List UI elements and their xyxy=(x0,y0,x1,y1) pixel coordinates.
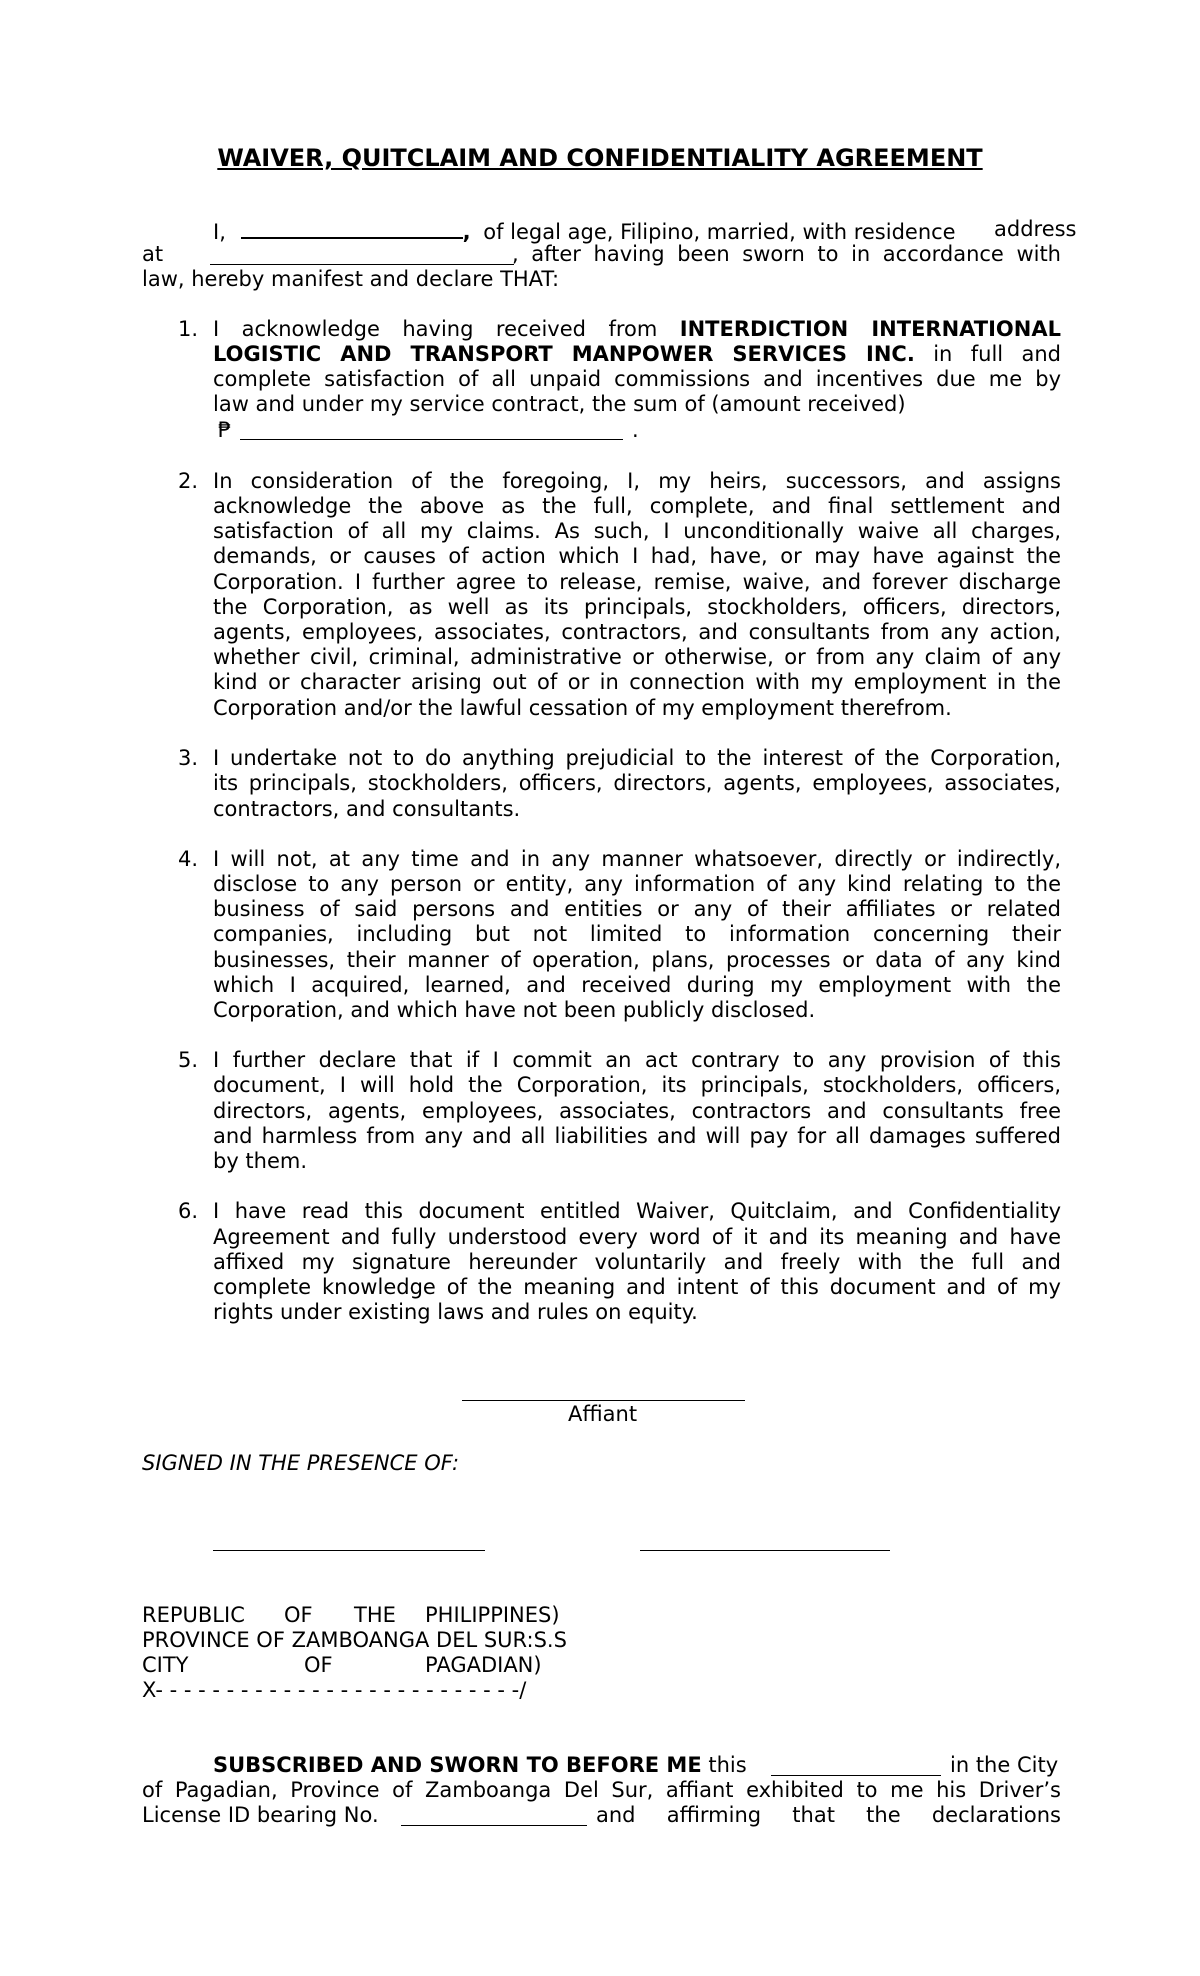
item-6-line: rights under existing laws and rules on equity. xyxy=(213,1300,698,1324)
item-6-line: complete knowledge of the meaning and intent of this document and of my xyxy=(213,1275,1061,1299)
affiant-signature-line[interactable] xyxy=(462,1400,745,1401)
name-blank[interactable] xyxy=(241,217,463,239)
item-5-line: directors, agents, employees, associates, contractors and consultants free xyxy=(213,1099,1061,1123)
affiant-label: Affiant xyxy=(568,1402,638,1426)
intro-text-3: law, hereby manifest and declare THAT: xyxy=(142,267,560,291)
item-4-line: business of said persons and entities or any of their affiliates or related xyxy=(213,897,1061,921)
item-1-text-2: in full and xyxy=(933,342,1062,366)
address-blank[interactable] xyxy=(210,264,514,265)
item-2-line: kind or character arising out of or in connection with my employment in the xyxy=(213,670,1061,694)
venue-philippines: PHILIPPINES) xyxy=(425,1603,560,1627)
jurat-affirming: and affirming that the declarations xyxy=(596,1803,1061,1827)
item-3-line: its principals, stockholders, officers, directors, agents, employees, associates, xyxy=(213,771,1061,795)
item-4-line: companies, including but not limited to information concerning their xyxy=(213,922,1061,946)
item-1-line-2 xyxy=(213,342,1061,367)
venue-city-of: OF xyxy=(304,1653,333,1677)
intro-address: address xyxy=(994,217,1077,241)
item-4-line: Corporation, and which have not been publicly disclosed. xyxy=(213,998,816,1022)
venue-pagadian: PAGADIAN) xyxy=(425,1653,542,1677)
item-3-number: 3. xyxy=(178,746,199,770)
item-2-line: In consideration of the foregoing, I, my heirs, successors, and assigns xyxy=(213,469,1061,493)
venue-of: OF xyxy=(284,1603,313,1627)
jurat-line-1 xyxy=(213,1753,747,1778)
item-2-line: satisfaction of all my claims. As such, I unconditionally waive all charges, xyxy=(213,519,1061,543)
item-6-line: Agreement and fully understood every word of it and its meaning and have xyxy=(213,1225,1061,1249)
item-2-line: acknowledge the above as the full, complete, and final settlement and xyxy=(213,494,1061,518)
jurat-this: this xyxy=(708,1753,747,1777)
item-4-number: 4. xyxy=(178,847,199,871)
item-2-line: Corporation. I further agree to release, remise, waive, and forever discharge xyxy=(213,570,1061,594)
license-number-blank[interactable] xyxy=(401,1825,587,1826)
item-2-line: whether civil, criminal, administrative or otherwise, or from any claim of any xyxy=(213,645,1061,669)
item-4-line: which I acquired, learned, and received during my employment with the xyxy=(213,973,1061,997)
witness-1-signature-line[interactable] xyxy=(213,1550,485,1551)
item-2-line: the Corporation, as well as its principals, stockholders, officers, directors, xyxy=(213,595,1061,619)
jurat-subscribed-sworn: SUBSCRIBED AND SWORN TO BEFORE ME xyxy=(213,1753,702,1777)
amount-period: . xyxy=(632,418,639,442)
date-blank[interactable] xyxy=(771,1775,941,1776)
venue-the: THE xyxy=(354,1603,396,1627)
item-5-number: 5. xyxy=(178,1048,199,1072)
item-5-line: document, I will hold the Corporation, its principals, stockholders, officers, xyxy=(213,1073,1061,1097)
item-4-line: I will not, at any time and in any manner whatsoever, directly or indirectly, xyxy=(213,847,1061,871)
venue-city: CITY xyxy=(142,1653,189,1677)
witness-2-signature-line[interactable] xyxy=(640,1550,890,1551)
item-2-line: agents, employees, associates, contractors, and consultants from any action, xyxy=(213,620,1061,644)
item-5-line: by them. xyxy=(213,1149,308,1173)
amount-blank[interactable] xyxy=(240,439,623,440)
item-2-number: 2. xyxy=(178,469,199,493)
item-1-line-3: complete satisfaction of all unpaid commissions and incentives due me by xyxy=(213,367,1061,391)
company-name-part-1: INTERDICTION INTERNATIONAL xyxy=(679,317,1061,341)
item-2-line: Corporation and/or the lawful cessation of my employment therefrom. xyxy=(213,696,952,720)
item-6-number: 6. xyxy=(178,1199,199,1223)
item-3-line: I undertake not to do anything prejudicial to the interest of the Corporation, xyxy=(213,746,1061,770)
item-5-line: and harmless from any and all liabilities and will pay for all damages suffered xyxy=(213,1124,1061,1148)
item-3-line: contractors, and consultants. xyxy=(213,797,521,821)
intro-text-2: , after having been sworn to in accordance with xyxy=(512,242,1061,266)
item-4-line: businesses, their manner of operation, plans, processes or data of any kind xyxy=(213,948,1061,972)
jurat-line-2: of Pagadian, Province of Zamboanga Del Sur, affiant exhibited to me his Driver’s xyxy=(142,1778,1061,1802)
venue-republic: REPUBLIC xyxy=(142,1603,245,1627)
intro-text-1: of legal age, Filipino, married, with residence xyxy=(483,220,956,244)
item-6-line: affixed my signature hereunder voluntarily and freely with the full and xyxy=(213,1250,1061,1274)
item-6-line: I have read this document entitled Waiver, Quitclaim, and Confidentiality xyxy=(213,1199,1061,1223)
venue-separator: X- - - - - - - - - - - - - - - - - - - - - - - - - -/ xyxy=(142,1678,527,1702)
item-1-line-1 xyxy=(213,317,1061,342)
company-name-part-2: LOGISTIC AND TRANSPORT MANPOWER SERVICES INC. xyxy=(213,342,915,366)
item-2-line: demands, or causes of action which I had, have, or may have against the xyxy=(213,544,1061,568)
signed-presence-label: SIGNED IN THE PRESENCE OF: xyxy=(142,1451,460,1475)
item-1-text: I acknowledge having received from xyxy=(213,317,658,341)
document-title: WAIVER, QUITCLAIM AND CONFIDENTIALITY AGREEMENT xyxy=(217,144,983,172)
jurat-license: License ID bearing No. xyxy=(142,1803,379,1827)
venue-province: PROVINCE OF ZAMBOANGA DEL SUR:S.S xyxy=(142,1628,567,1652)
intro-at: at xyxy=(142,242,164,266)
item-1-number: 1. xyxy=(178,317,199,341)
item-1-line-4: law and under my service contract, the sum of (amount received) xyxy=(213,392,906,416)
intro-comma: , xyxy=(462,220,471,244)
intro-i: I, xyxy=(213,220,226,244)
item-4-line: disclose to any person or entity, any information of any kind relating to the xyxy=(213,872,1061,896)
item-5-line: I further declare that if I commit an act contrary to any provision of this xyxy=(213,1048,1061,1072)
peso-sign: ₱ xyxy=(218,418,232,442)
jurat-in-the-city: in the City xyxy=(950,1753,1059,1777)
